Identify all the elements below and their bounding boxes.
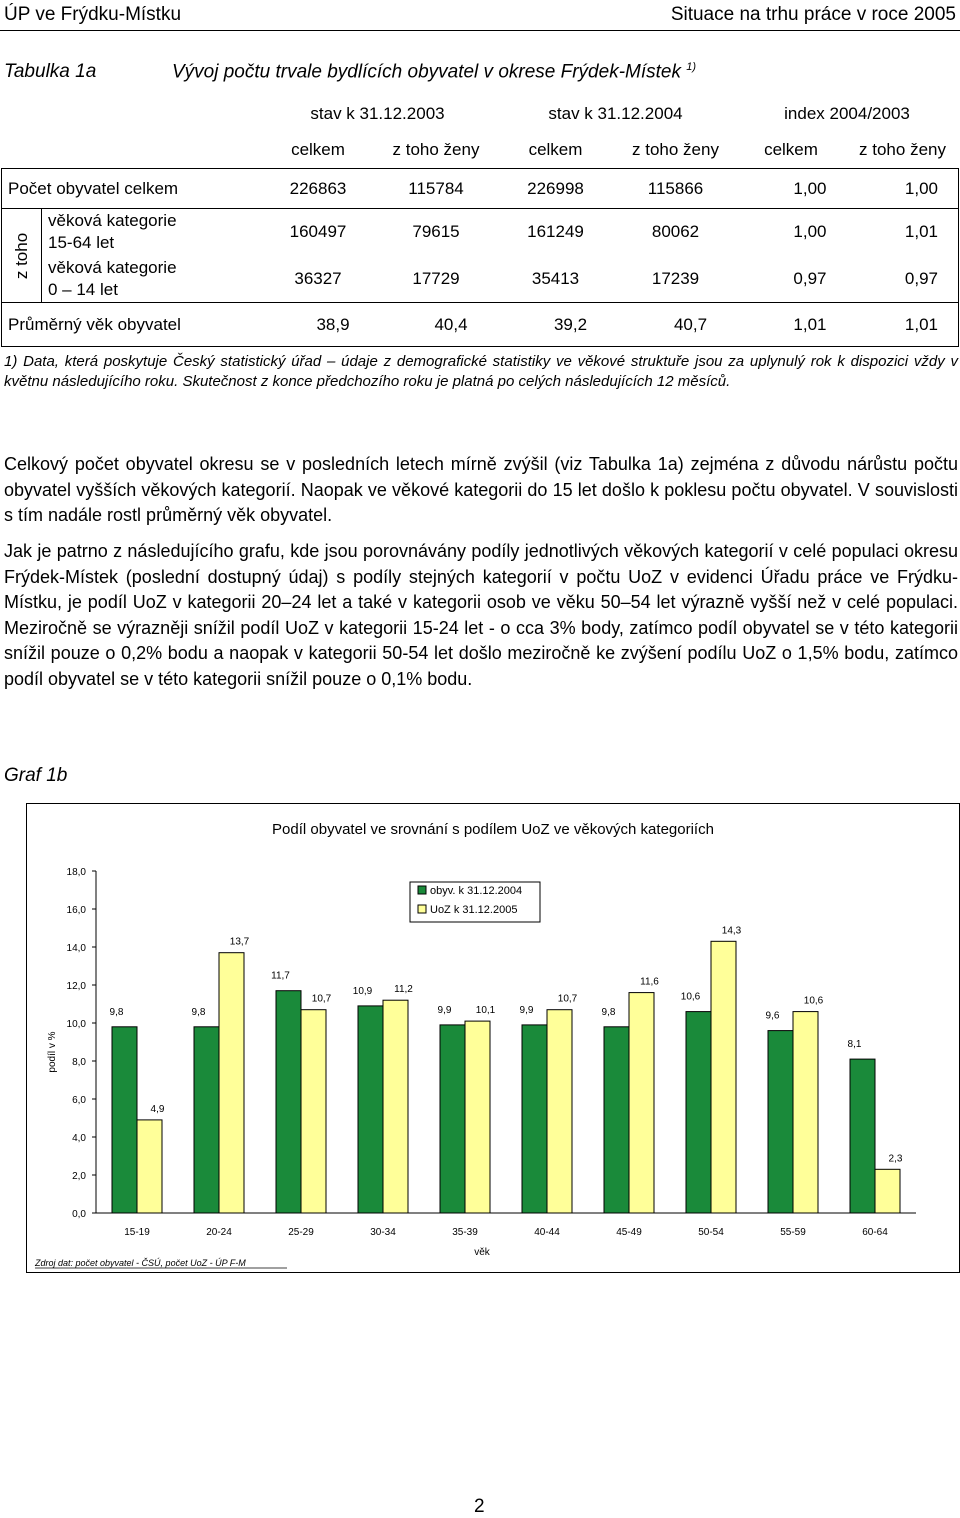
sub-header-row	[2, 132, 959, 169]
data-label: 9,9	[437, 1004, 452, 1016]
table-title-footnote-mark: 1)	[686, 61, 697, 73]
x-tick-label: 45-49	[616, 1227, 642, 1238]
table-row	[2, 303, 959, 347]
data-label: 10,6	[680, 991, 701, 1003]
chart-frame	[26, 803, 960, 1273]
x-tick-label: 55-59	[780, 1227, 806, 1238]
x-tick-label: 35-39	[452, 1227, 478, 1238]
data-label: 9,8	[601, 1006, 616, 1018]
bar	[604, 1027, 629, 1213]
table-cell: 35413	[496, 256, 616, 303]
y-tick-label: 4,0	[72, 1133, 86, 1144]
table-cell: 161249	[496, 209, 616, 256]
bar	[112, 1027, 137, 1213]
page-number: 2	[474, 1496, 485, 1517]
bar	[850, 1059, 875, 1213]
legend-label: obyv. k 31.12.2004	[430, 885, 523, 897]
sub-header: celkem	[528, 140, 583, 159]
bar	[301, 1010, 326, 1213]
table-cell: 1,01	[736, 303, 847, 347]
paragraph-1: Celkový počet obyvatel okresu se v posledních letech mírně zvýšil (viz Tabulka 1a) zejména z důvodu nárůstu počtu obyvatel vyšších věkových kategorií. Naopak ve věkové kategorii do 15 let došlo k poklesu počtu obyvatel. V souvislosti s tím nadále rostl průměrný věk obyvatel.	[4, 454, 958, 525]
table-row	[2, 256, 959, 303]
table-cell: 39,2	[496, 303, 616, 347]
table-cell: 80062	[616, 209, 736, 256]
table-cell: 40,4	[377, 303, 496, 347]
data-label: 9,8	[191, 1006, 206, 1018]
y-tick-label: 18,0	[66, 867, 86, 878]
y-tick-label: 6,0	[72, 1095, 86, 1106]
table-row	[2, 169, 959, 209]
table-cell: 226863	[260, 169, 377, 209]
bar	[522, 1025, 547, 1213]
bar	[137, 1120, 162, 1213]
table-cell: 1,01	[847, 209, 959, 256]
x-tick-label: 20-24	[206, 1227, 232, 1238]
y-tick-label: 0,0	[72, 1209, 86, 1220]
y-tick-label: 10,0	[66, 1019, 86, 1030]
row-label: Počet obyvatel celkem	[2, 169, 260, 209]
bar	[219, 953, 244, 1213]
table-cell: 1,00	[736, 209, 847, 256]
bar	[194, 1027, 219, 1213]
data-label: 2,3	[888, 1153, 903, 1165]
x-tick-label: 60-64	[862, 1227, 888, 1238]
table-cell: 1,01	[847, 303, 959, 347]
legend-swatch	[418, 886, 426, 894]
bar	[276, 991, 301, 1213]
data-label: 4,9	[150, 1103, 165, 1115]
x-tick-label: 30-34	[370, 1227, 396, 1238]
sub-header: z toho ženy	[859, 140, 946, 159]
data-label: 10,7	[311, 993, 332, 1005]
group-header-index: index 2004/2003	[784, 104, 910, 123]
data-label: 9,8	[109, 1006, 124, 1018]
bar-chart	[27, 804, 959, 1272]
bar	[383, 1000, 408, 1213]
table-cell: 17729	[377, 256, 496, 303]
x-tick-label: 15-19	[124, 1227, 150, 1238]
bar	[711, 941, 736, 1213]
graph-label: Graf 1b	[4, 765, 68, 786]
table-cell: 0,97	[736, 256, 847, 303]
table-cell: 160497	[260, 209, 377, 256]
bar	[793, 1012, 818, 1213]
bar	[358, 1006, 383, 1213]
x-tick-label: 25-29	[288, 1227, 314, 1238]
bar	[629, 993, 654, 1213]
table-cell: 36327	[260, 256, 377, 303]
vertical-label: z toho	[11, 232, 31, 279]
population-table	[1, 96, 959, 347]
table-cell: 115866	[616, 169, 736, 209]
table-footnote: 1) Data, která poskytuje Český statistický úřad – údaje z demografické statistiky ve věkové struktuře jsou za uplynulý rok k dispozici vždy v květnu následujícího roku. Skutečnost z konce předchozího roku je platná po celých následujících 12 měsíců.	[4, 353, 958, 390]
table-cell: 79615	[377, 209, 496, 256]
y-tick-label: 12,0	[66, 981, 86, 992]
data-label: 11,2	[394, 984, 413, 996]
x-tick-label: 40-44	[534, 1227, 560, 1238]
x-tick-label: 50-54	[698, 1227, 724, 1238]
group-header-row	[2, 96, 959, 132]
header-left: ÚP ve Frýdku-Místku	[4, 4, 182, 25]
x-axis-label: věk	[474, 1247, 490, 1258]
table-cell: 40,7	[616, 303, 736, 347]
legend-swatch	[418, 905, 426, 913]
paragraph-2: Jak je patrno z následujícího grafu, kde jsou porovnávány podíly jednotlivých věkových kategorií v celé populaci okresu Frýdek-Místek (poslední dostupný údaj) s podíly stejných kategorií v počtu UoZ v evidenci Úřadu práce ve Frýdku-Místku, je podíl UoZ v kategorii 20–24 let a také v kategorii osob ve věku 50–54 let výrazně vyšší než v celé populaci. Meziročně se výrazněji snížil podíl UoZ v kategorii 15-24 let - o cca 3% body, zatímco podíl obyvatel se v této kategorii snížil pouze o 0,2% bodu a naopak v kategorii 50-54 let došlo meziročně ke zvýšení podílu UoZ o 1,5% bodu, zatímco podíl obyvatel se v této kategorii snížil pouze o 0,1% bodu.	[4, 541, 958, 689]
table-label: Tabulka 1a	[4, 61, 97, 82]
table-cell: 38,9	[260, 303, 377, 347]
bar	[875, 1169, 900, 1213]
header-right: Situace na trhu práce v roce 2005	[670, 4, 956, 25]
row-label: Průměrný věk obyvatel	[2, 303, 260, 347]
sub-header: celkem	[291, 140, 345, 159]
bar	[686, 1012, 711, 1213]
group-header-2004: stav k 31.12.2004	[548, 104, 683, 123]
data-label: 8,1	[847, 1039, 862, 1051]
data-label: 11,7	[271, 970, 290, 982]
data-label: 9,6	[765, 1010, 780, 1022]
y-tick-label: 8,0	[72, 1057, 86, 1068]
data-label: 14,3	[721, 925, 742, 937]
sub-header: celkem	[764, 140, 818, 159]
data-label: 10,6	[803, 995, 824, 1007]
table-cell: 1,00	[847, 169, 959, 209]
bar	[547, 1010, 572, 1213]
bar	[768, 1031, 793, 1213]
source-note: Zdroj dat: počet obyvatel - ČSÚ, počet UoZ - ÚP F-M	[35, 1258, 246, 1268]
table-cell: 226998	[496, 169, 616, 209]
table-cell: 115784	[377, 169, 496, 209]
table-title: Vývoj počtu trvale bydlících obyvatel v okrese Frýdek-Místek $^{1)}$	[172, 61, 697, 83]
table-cell: 0,97	[847, 256, 959, 303]
table-row	[2, 209, 959, 256]
data-label: 10,9	[352, 985, 373, 997]
group-header-2003: stav k 31.12.2003	[310, 104, 445, 123]
table-cell: 1,00	[736, 169, 847, 209]
y-tick-label: 2,0	[72, 1171, 86, 1182]
data-label: 9,9	[519, 1004, 534, 1016]
bar	[440, 1025, 465, 1213]
y-tick-label: 14,0	[66, 943, 86, 954]
page-header	[0, 0, 960, 31]
data-label: 10,7	[557, 993, 578, 1005]
data-label: 10,1	[475, 1005, 496, 1017]
y-axis-label: podíl v %	[47, 1031, 58, 1073]
row-label: věková kategorie 15-64 let	[42, 209, 260, 256]
row-label: věková kategorie 0 – 14 let	[42, 256, 260, 303]
data-label: 11,6	[640, 976, 659, 988]
bar	[465, 1021, 490, 1213]
legend-label: UoZ k 31.12.2005	[430, 904, 518, 916]
sub-header: z toho ženy	[392, 140, 480, 159]
chart-title: Podíl obyvatel ve srovnání s podílem UoZ ve věkových kategoriích	[272, 821, 714, 838]
y-tick-label: 16,0	[66, 905, 86, 916]
data-label: 13,7	[229, 936, 250, 948]
table-cell: 17239	[616, 256, 736, 303]
sub-header: z toho ženy	[632, 140, 719, 159]
